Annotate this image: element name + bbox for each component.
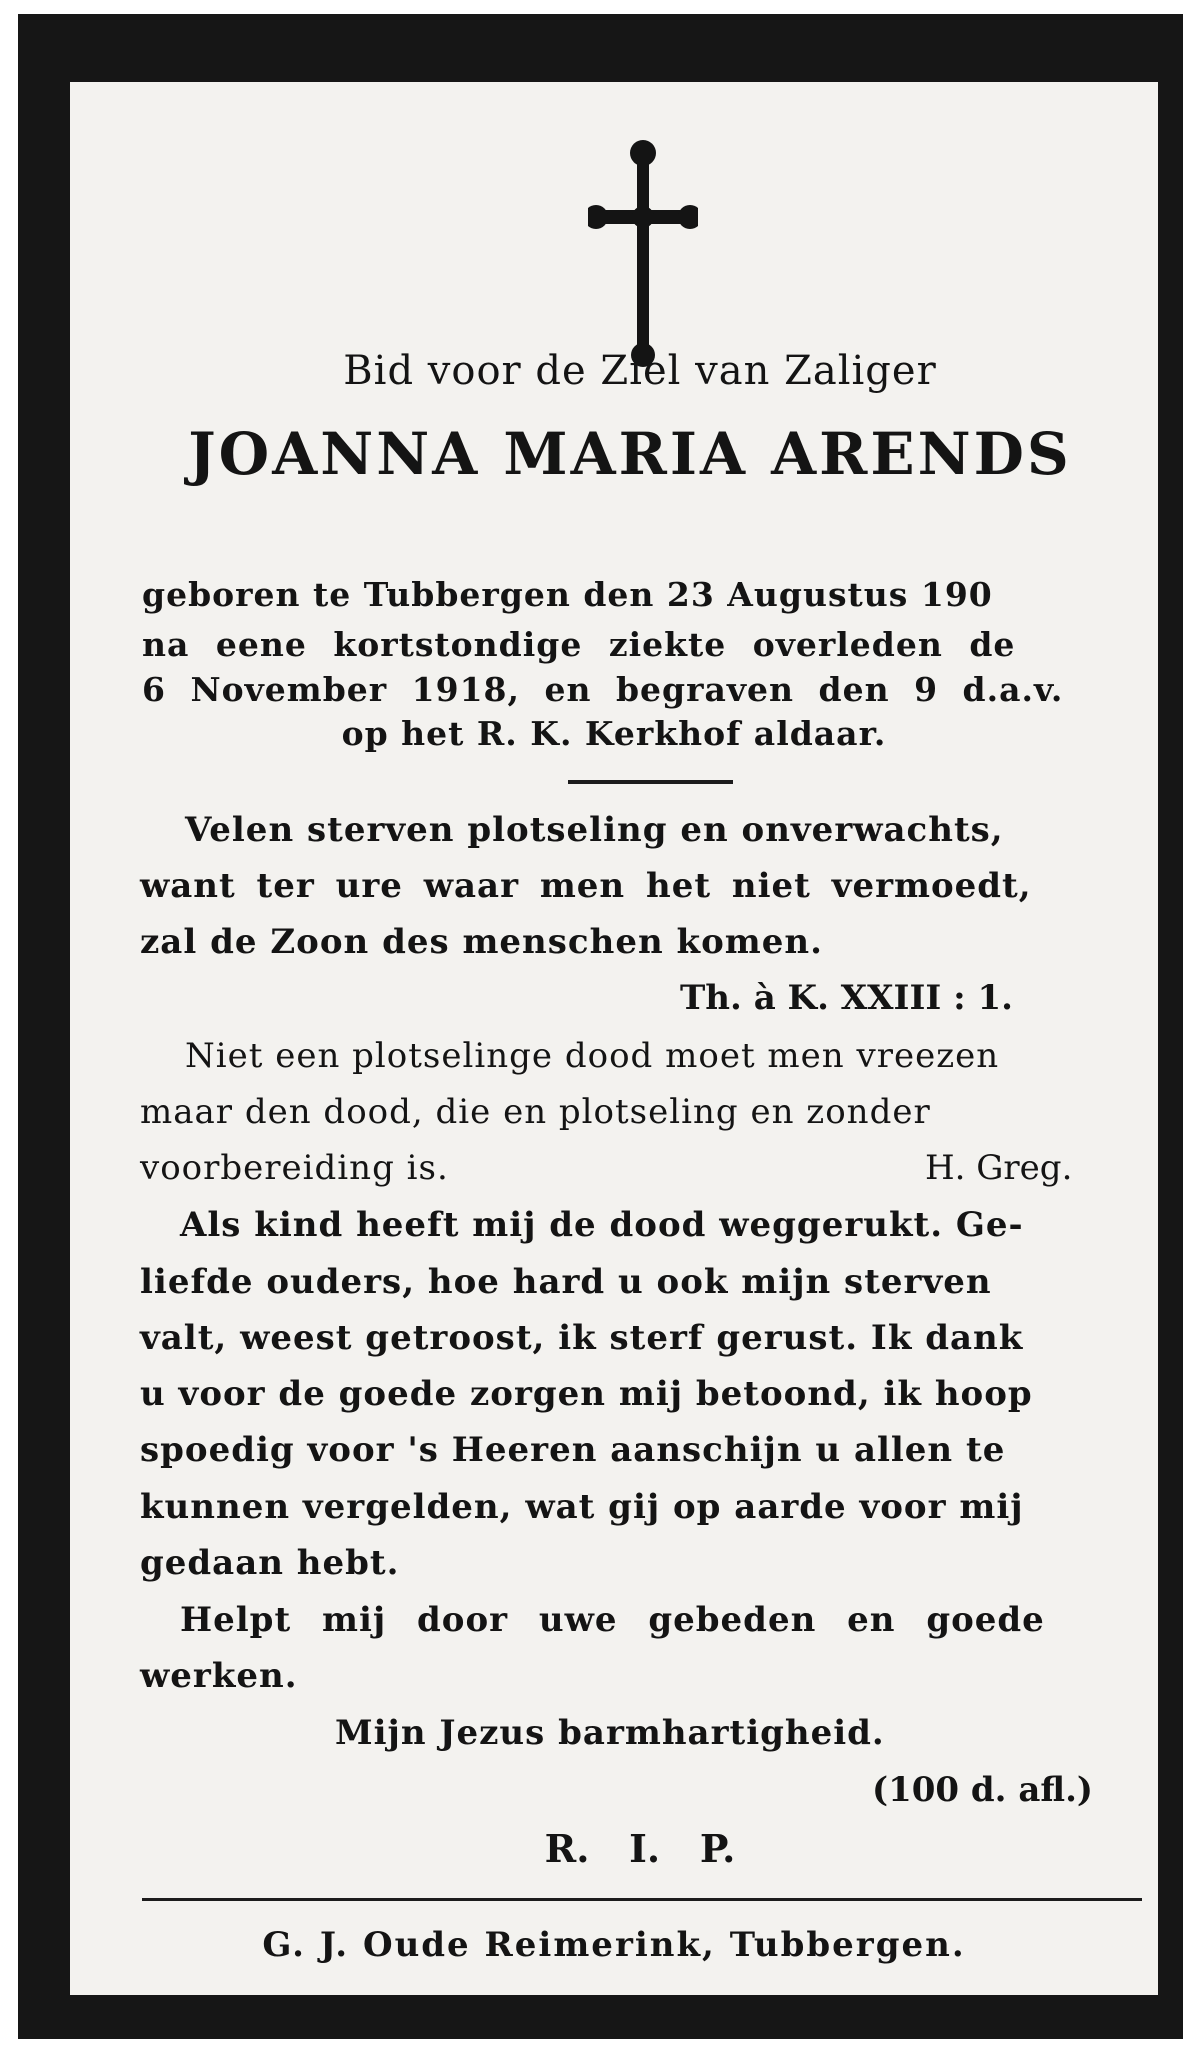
quote2-line-1: Niet een plotselinge dood moet men vreezen (185, 1036, 1000, 1076)
message-line-7: gedaan hebt. (140, 1543, 400, 1583)
quote1-line-3: zal de Zoon des menschen komen. (140, 922, 823, 962)
quote2-line-3: voorbereiding is. (140, 1148, 449, 1188)
quote1-reference: Th. à K. XXIII : 1. (680, 978, 1013, 1018)
message-line-2: liefde ouders, hoe hard u ook mijn sterven (140, 1262, 992, 1302)
bio-line-3: 6 November 1918, en begraven den 9 d.a.v. (142, 670, 1064, 709)
quote2-reference: H. Greg. (925, 1148, 1073, 1188)
quote1-line-2: want ter ure waar men het niet vermoedt, (140, 866, 1032, 906)
footer-divider (142, 1898, 1142, 1901)
quote1-line-1: Velen sterven plotseling en onverwachts, (185, 810, 1004, 850)
prayer-line-2: werken. (140, 1656, 298, 1696)
prayer-heading: Bid voor de Ziel van Zaliger (343, 348, 937, 394)
indulgence: (100 d. afl.) (872, 1770, 1094, 1810)
prayer-line-1: Helpt mij door uwe gebeden en goede (180, 1600, 1045, 1640)
message-line-5: spoedig voor 's Heeren aanschijn u allen te (140, 1430, 1006, 1470)
message-line-3: valt, weest getroost, ik sterf gerust. Ik dank (140, 1318, 1024, 1358)
bio-line-4: op het R. K. Kerkhof aldaar. (341, 714, 887, 753)
invocation: Mijn Jezus barmhartigheid. (335, 1713, 885, 1753)
divider (568, 780, 733, 784)
message-line-1: Als kind heeft mij de dood weggerukt. Ge- (180, 1205, 1024, 1245)
deceased-name: JOANNA MARIA ARENDS (188, 420, 1072, 488)
cross-icon (588, 115, 698, 375)
quote2-line-2: maar den dood, die en plotseling en zonder (140, 1092, 931, 1132)
message-line-6: kunnen vergelden, wat gij op aarde voor mij (140, 1487, 1024, 1527)
message-line-4: u voor de goede zorgen mij betoond, ik hoop (140, 1374, 1033, 1414)
bio-line-2: na eene kortstondige ziekte overleden de (142, 625, 1016, 664)
printer-credit: G. J. Oude Reimerink, Tubbergen. (262, 1925, 966, 1965)
bio-line-1: geboren te Tubbergen den 23 Augustus 190 (142, 575, 993, 614)
rip: R. I. P. (544, 1826, 736, 1871)
